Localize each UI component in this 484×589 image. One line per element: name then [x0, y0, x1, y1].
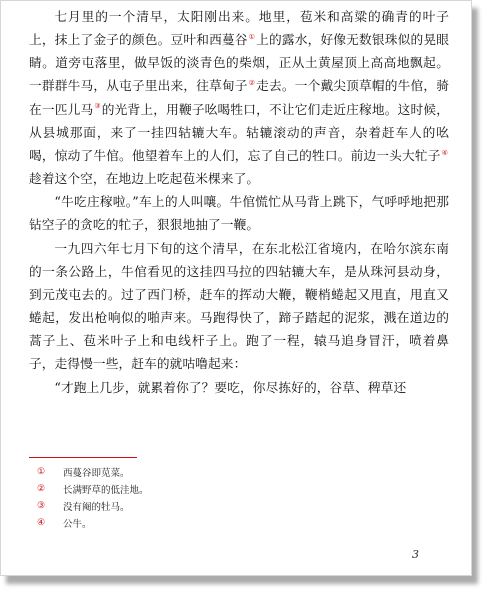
paragraph-2: “牛吃庄稼啦。”车上的人叫嚷。牛倌慌忙从马背上跳下，气呼呼地把那钻空子的贪吃的牤子，狠狠地抽了一鞭。 — [29, 194, 449, 233]
footnote-ref-1: ① — [248, 32, 256, 41]
footnote-ref-3: ③ — [94, 102, 101, 111]
page-content — [29, 5, 449, 399]
footnotes — [37, 463, 397, 531]
paragraph-1-part-1: 七月里的一个清早，太阳刚出来。地里，苞米和高粱的确青的叶子上，抹上了金子的颜色。豆叶和西蔓谷 — [29, 9, 449, 48]
footnote-divider — [29, 457, 137, 458]
paragraph-1-part-5: 趁着这个空，在地边上吃起苞米棵来了。 — [29, 171, 260, 187]
footnote-item-3 — [37, 497, 397, 514]
paragraph-1-part-2: 上的露水，好像无数银珠似的晃眼睛。道旁屯落里，做早饭的淡青色的柴烟，正从土黄屋顶上高高地飘起。一群群牛马，从屯子里出来，往草甸子 — [29, 32, 449, 94]
paragraph-4: “才跑上几步，就累着你了？要吃，你尽拣好的，谷草、稗草还 — [54, 379, 407, 395]
footnote-ref-2: ② — [248, 79, 256, 88]
footnote-ref-4: ④ — [441, 148, 448, 157]
footnote-text-1: 西蔓谷即苋菜。 — [63, 467, 130, 479]
paragraph-1-part-4: 的光背上，用鞭子吆喝牲口，不让它们走近庄稼地。这时候，从县城那面，来了一挂四轱辘大车。轱辘滚动的声音，杂着赶车人的吆喝，惊动了牛倌。他望着车上的人们，忘了自己的牲口。前边一头大牤子 — [29, 101, 449, 163]
paragraph-1 — [29, 5, 449, 190]
footnote-marker-2: ② — [37, 483, 46, 494]
footnote-marker-1: ① — [37, 466, 46, 477]
page-number: 3 — [412, 548, 419, 561]
footnote-item-1 — [37, 463, 397, 480]
paragraph-1-part-3: 走去。一个戴尖顶草帽的牛倌，骑在一匹儿马 — [29, 78, 449, 117]
footnote-text-2: 长满野草的低洼地。 — [63, 484, 149, 496]
footnote-item-4 — [37, 514, 397, 531]
footnote-text-4: 公牛。 — [63, 518, 92, 530]
footnote-item-2 — [37, 480, 397, 497]
footnote-text-3: 没有阉的牡马。 — [63, 501, 130, 513]
paragraph-3: 一九四六年七月下旬的这个清早，在东北松江省境内，在哈尔滨东南的一条公路上，牛倌看见的这挂四马拉的四轱辘大车，是从珠河县动身，到元茂屯去的。过了西门桥，赶车的挥动大鞭，鞭梢蜷起又甩直，甩直又蜷起，发出枪响似的啪声来。马跑得快了，蹄子踏起的泥浆，溅在道边的蒿子上、苞米叶子上和电线杆子上。跑了一程，辕马追身冒汗，喷着鼻子，走得慢一些，赶车的就咕噜起来： — [29, 240, 449, 372]
footnote-marker-3: ③ — [37, 500, 46, 511]
footnote-marker-4: ④ — [37, 517, 46, 528]
